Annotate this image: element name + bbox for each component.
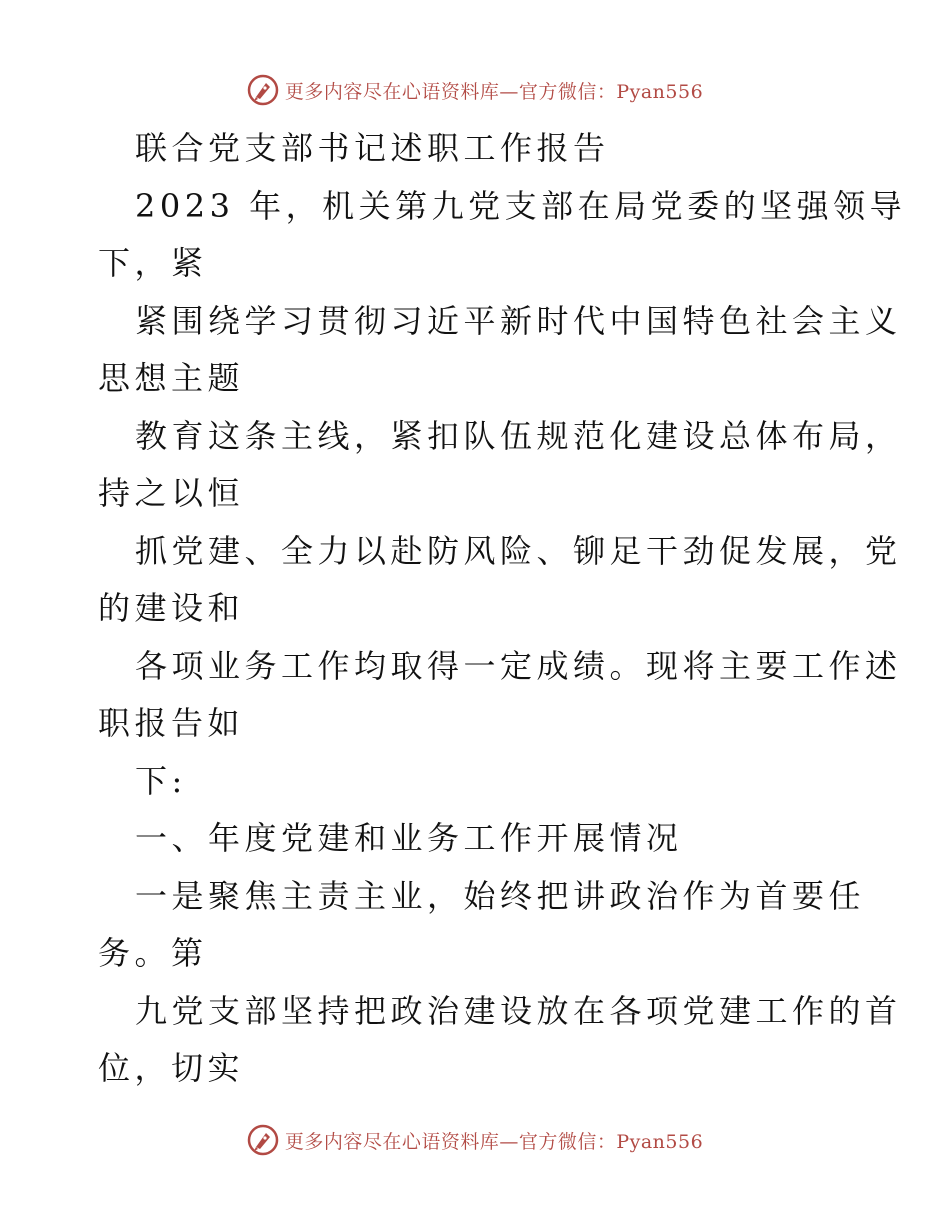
pen-nib-logo-icon	[247, 74, 279, 106]
watermark-text: 更多内容尽在心语资料库—官方微信：Pyan556	[284, 1130, 704, 1153]
paragraph-line: 一是聚焦主责主业，始终把讲政治作为首要任	[135, 876, 866, 915]
paragraph-line: 紧围绕学习贯彻习近平新时代中国特色社会主义	[135, 301, 902, 340]
paragraph-line: 职报告如	[98, 704, 245, 742]
paragraph-line: 务。第	[98, 934, 208, 972]
section-heading: 一、年度党建和业务工作开展情况	[135, 819, 683, 857]
paragraph-line: 思想主题	[98, 359, 245, 397]
paragraph-line: 各项业务工作均取得一定成绩。现将主要工作述	[135, 646, 902, 685]
paragraph-line: 持之以恒	[98, 474, 245, 512]
paragraph-line: 教育这条主线，紧扣队伍规范化建设总体布局，	[135, 416, 902, 455]
document-body	[98, 120, 907, 1098]
footer-watermark	[0, 1118, 950, 1162]
paragraph-line: 2023 年，机关第九党支部在局党委的坚强领导	[135, 186, 907, 225]
watermark-text: 更多内容尽在心语资料库—官方微信：Pyan556	[284, 80, 704, 103]
document-title: 联合党支部书记述职工作报告	[135, 129, 610, 167]
header-watermark	[0, 68, 950, 112]
paragraph-line: 下:	[135, 761, 187, 800]
paragraph-line: 九党支部坚持把政治建设放在各项党建工作的首	[135, 991, 902, 1030]
paragraph-line: 抓党建、全力以赴防风险、铆足干劲促发展，党	[135, 531, 902, 570]
paragraph-line: 的建设和	[98, 589, 245, 627]
paragraph-line: 位，切实	[98, 1049, 245, 1087]
paragraph-line: 下，紧	[98, 244, 208, 282]
pen-nib-logo-icon	[247, 1124, 279, 1156]
